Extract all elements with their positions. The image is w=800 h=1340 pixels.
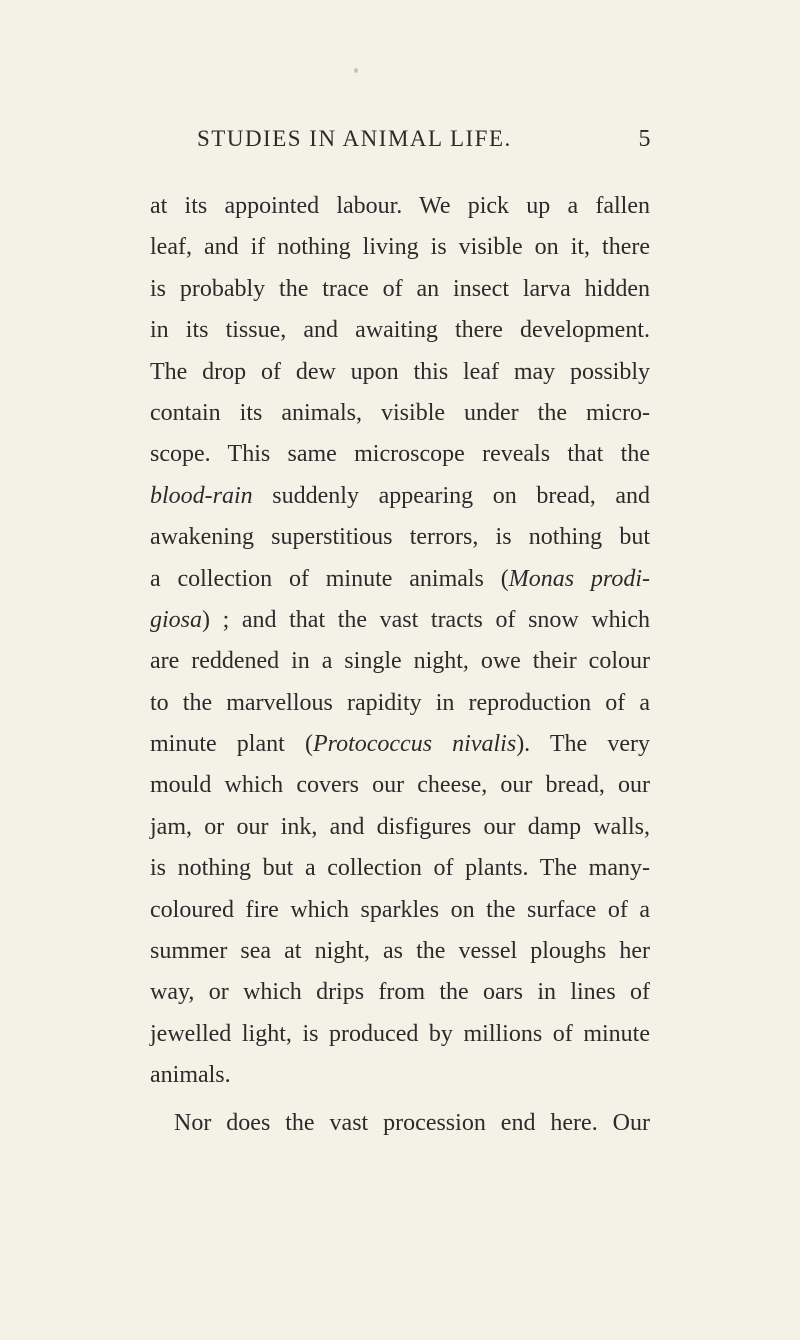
text-line: jewelled light, is produced by millions of minute (150, 1020, 650, 1047)
running-header (197, 126, 652, 156)
paragraph-2 (150, 1103, 650, 1144)
text-line: jam, or our ink, and disfigures our damp walls, (150, 813, 650, 840)
page-speck (354, 68, 358, 73)
paragraph-1 (150, 186, 650, 1097)
text-line (150, 724, 650, 765)
text-run: ) ; and that the vast tracts of snow which (202, 606, 650, 633)
page-number: 5 (638, 126, 652, 152)
text-line: The drop of dew upon this leaf may possibly (150, 358, 650, 385)
page-body (150, 186, 650, 1144)
text-line: animals. (150, 1062, 231, 1089)
text-line (150, 476, 650, 517)
text-line: is probably the trace of an insect larva hidden (150, 275, 650, 302)
text-run: minute plant ( (150, 731, 313, 758)
text-line: Nor does the vast procession end here. Our (174, 1109, 650, 1136)
text-run: a collection of minute animals ( (150, 565, 509, 592)
italic-term: Monas prodi- (508, 565, 650, 592)
text-line: summer sea at night, as the vessel ploughs her (150, 938, 650, 965)
text-line: awakening superstitious terrors, is nothing but (150, 524, 650, 551)
text-line: to the marvellous rapidity in reproduction of a (150, 689, 650, 716)
text-line: leaf, and if nothing living is visible on it, there (150, 234, 650, 261)
text-line: contain its animals, visible under the micro- (150, 399, 650, 426)
text-line: mould which covers our cheese, our bread, our (150, 772, 650, 799)
text-line: coloured fire which sparkles on the surface of a (150, 896, 650, 923)
text-line: scope. This same microscope reveals that the (150, 441, 650, 468)
text-line: at its appointed labour. We pick up a fallen (150, 193, 650, 219)
italic-term: Protococcus nivalis (312, 731, 517, 758)
text-line (150, 600, 650, 641)
text-line (150, 559, 650, 600)
text-line: in its tissue, and awaiting there development. (150, 317, 650, 344)
italic-term: giosa (150, 606, 203, 633)
text-run: ). The very (516, 731, 651, 758)
text-line: is nothing but a collection of plants. The many- (150, 855, 650, 882)
running-title: STUDIES IN ANIMAL LIFE. (197, 126, 512, 151)
italic-term: blood-rain (150, 482, 253, 509)
text-line: way, or which drips from the oars in lines of (150, 979, 650, 1006)
text-run: suddenly appearing on bread, and (252, 482, 650, 509)
text-line: are reddened in a single night, owe their colour (150, 648, 650, 675)
